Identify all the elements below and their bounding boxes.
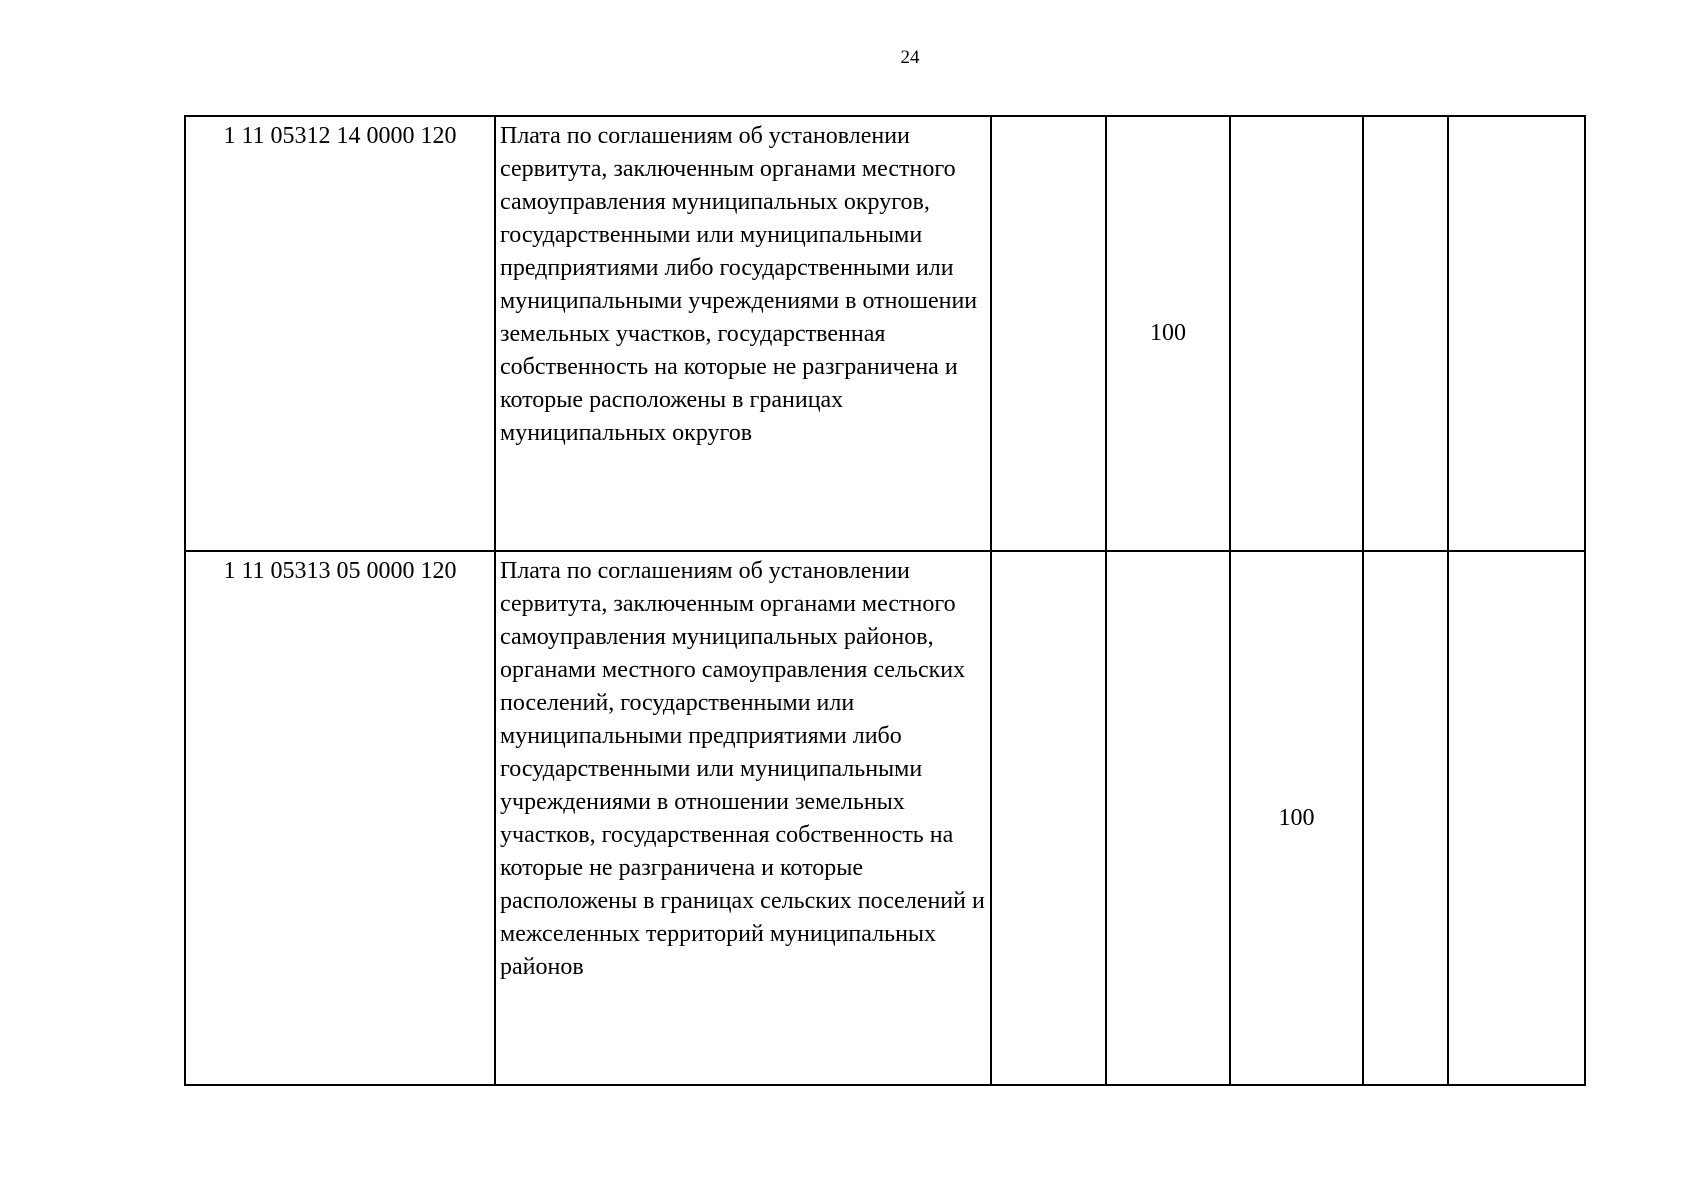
value-cell	[1230, 116, 1363, 551]
value-cell	[1448, 551, 1585, 1085]
description-cell: Плата по соглашениям об установлении сервитута, заключенным органами местного самоуправления муниципальных районов, органами местного самоуправления сельских поселений, государственными или муниципальными предприятиями либо государственными или муниципальными учреждениями в отношении земельных участков, государственная собственность на которые не разграничена и которые расположены в границах сельских поселений и межселенных территорий муниципальных районов	[495, 551, 991, 1085]
revenue-table	[184, 115, 1586, 1086]
value-cell	[1448, 116, 1585, 551]
value-cell: 100	[1230, 551, 1363, 1085]
value-cell	[1363, 551, 1448, 1085]
page-number: 24	[900, 47, 920, 68]
value-cell: 100	[1106, 116, 1230, 551]
value-cell	[991, 116, 1106, 551]
table-row	[185, 116, 1585, 551]
value-cell	[1363, 116, 1448, 551]
value-cell	[991, 551, 1106, 1085]
budget-code-cell: 1 11 05312 14 0000 120	[185, 116, 495, 551]
budget-code-cell: 1 11 05313 05 0000 120	[185, 551, 495, 1085]
table-row	[185, 551, 1585, 1085]
description-cell: Плата по соглашениям об установлении сервитута, заключенным органами местного самоуправления муниципальных округов, государственными или муниципальными предприятиями либо государственными или муниципальными учреждениями в отношении земельных участков, государственная собственность на которые не разграничена и которые расположены в границах муниципальных округов	[495, 116, 991, 551]
value-cell	[1106, 551, 1230, 1085]
